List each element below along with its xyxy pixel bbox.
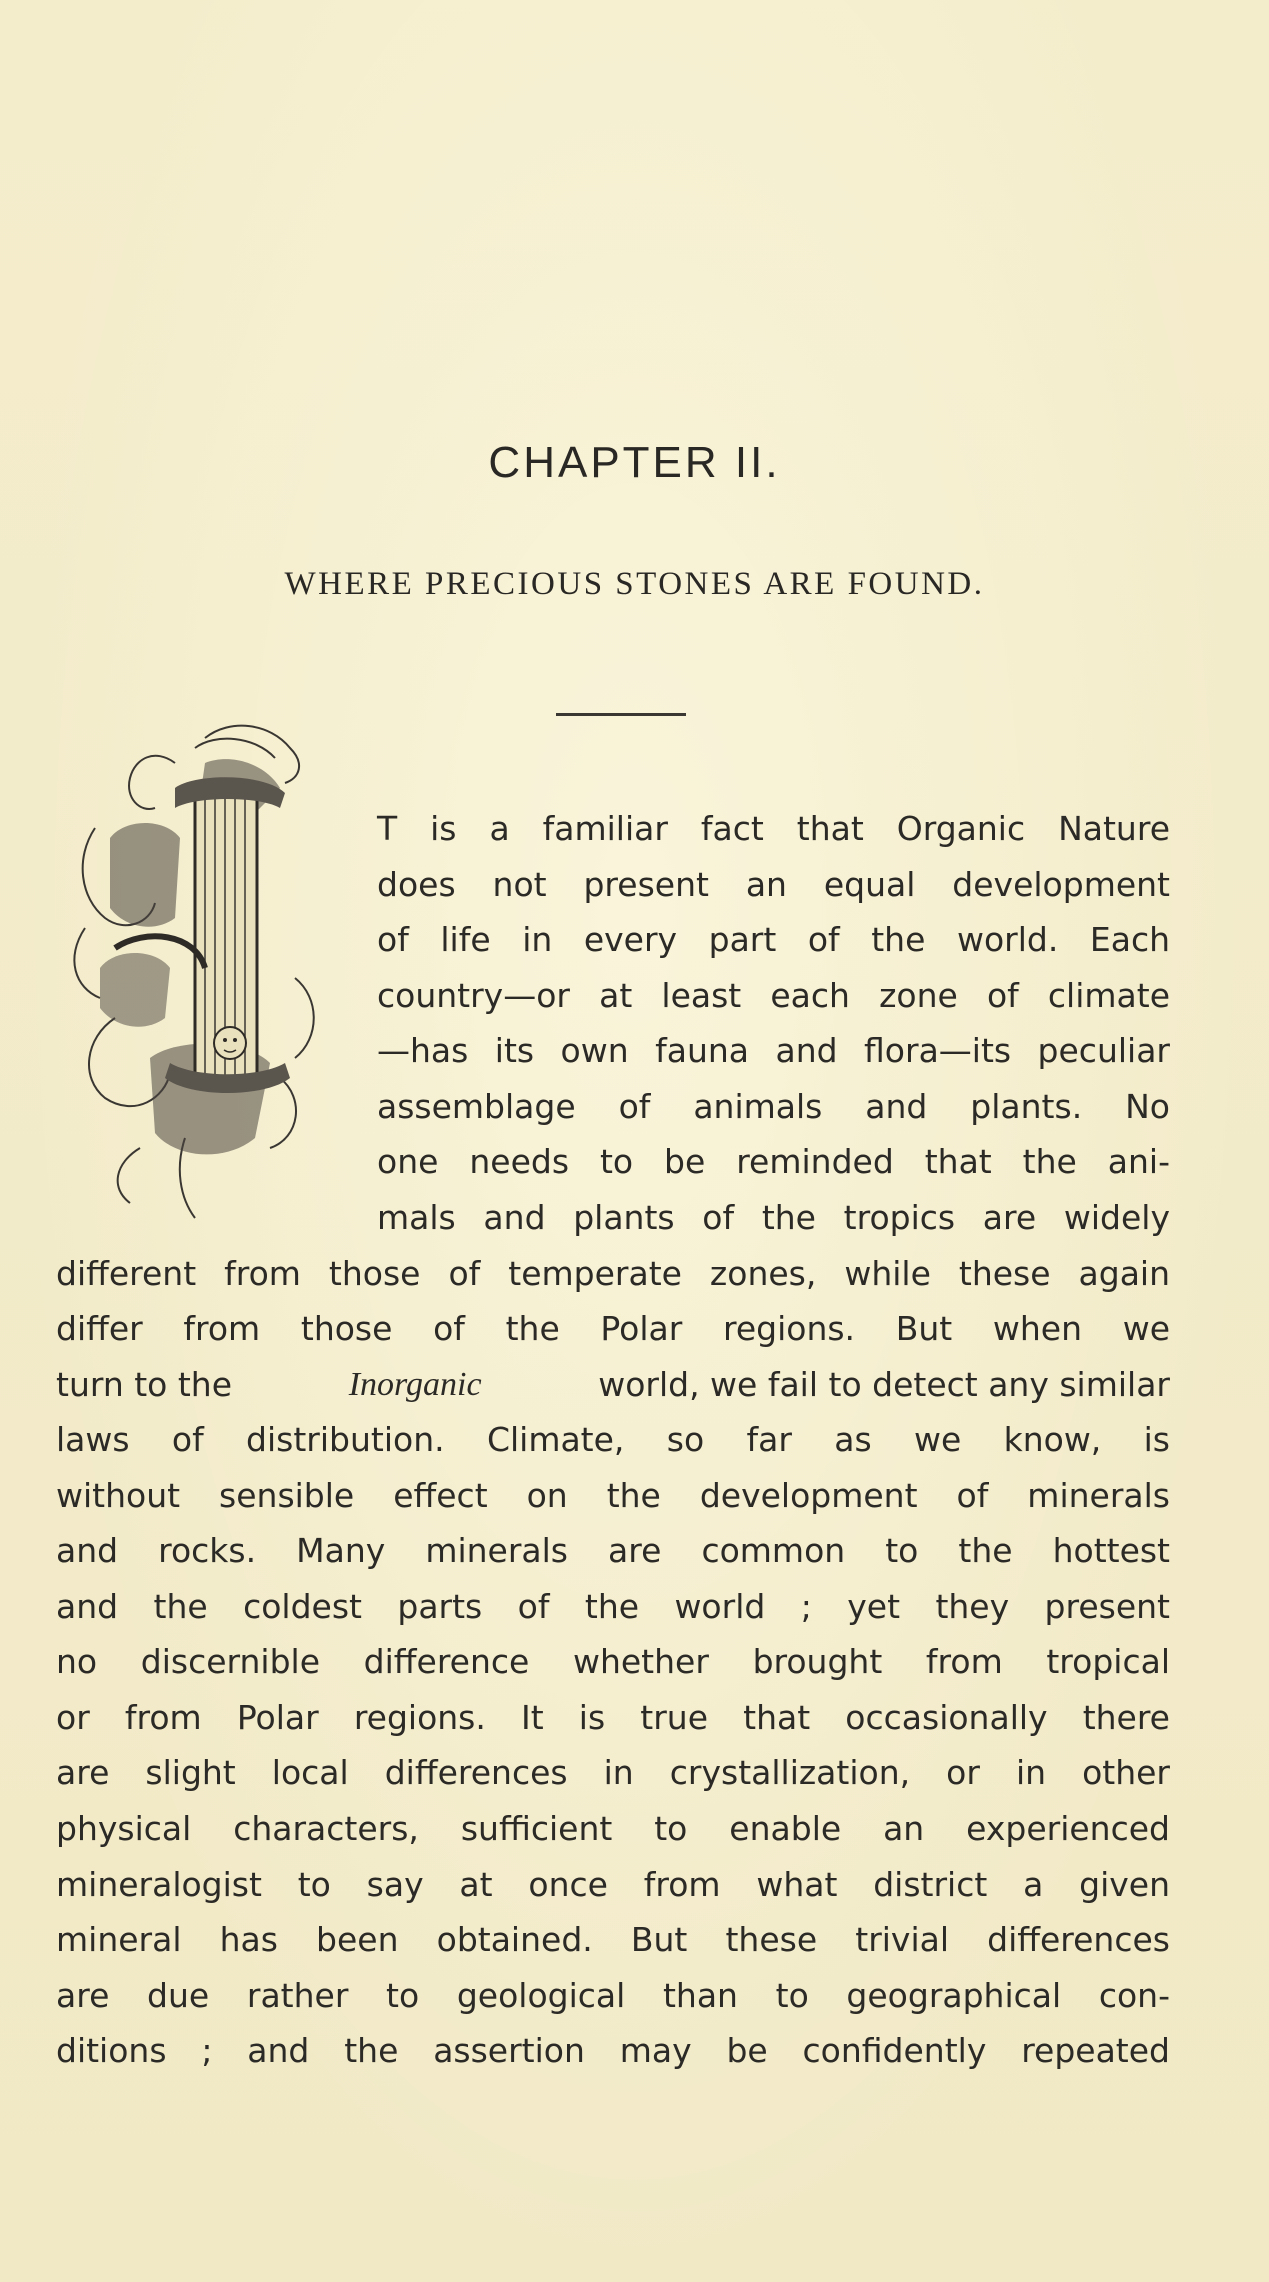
body-line: and the coldest parts of the world ; yet they present xyxy=(56,1587,1170,1626)
body-line: mals and plants of the tropics are widely xyxy=(377,1198,1170,1237)
emphasized-word: Inorganic xyxy=(348,1366,482,1403)
body-line: assemblage of animals and plants. No xyxy=(377,1087,1170,1126)
body-line: does not present an equal development xyxy=(377,865,1170,904)
body-text: turn to the xyxy=(56,1365,233,1404)
body-line: ditions ; and the assertion may be confidently repeated xyxy=(56,2031,1170,2070)
body-line: one needs to be reminded that the ani- xyxy=(377,1142,1170,1181)
body-line: and rocks. Many minerals are common to the hottest xyxy=(56,1531,1170,1570)
body-line: physical characters, sufficient to enable an experienced xyxy=(56,1809,1170,1848)
chapter-title: WHERE PRECIOUS STONES ARE FOUND. xyxy=(284,566,985,602)
body-line: or from Polar regions. It is true that occasionally there xyxy=(56,1698,1170,1737)
body-line: country—or at least each zone of climate xyxy=(377,976,1170,1015)
body-line: no discernible difference whether brought from tropical xyxy=(56,1642,1170,1681)
body-line: T is a familiar fact that Organic Nature xyxy=(377,809,1170,848)
body-line: are due rather to geological than to geographical con- xyxy=(56,1976,1170,2015)
body-line: mineral has been obtained. But these trivial differences xyxy=(56,1920,1170,1959)
body-line: of life in every part of the world. Each xyxy=(377,920,1170,959)
body-line: laws of distribution. Climate, so far as we know, is xyxy=(56,1420,1170,1459)
body-line: mineralogist to say at once from what district a given xyxy=(56,1865,1170,1904)
body-line: different from those of temperate zones, while these again xyxy=(56,1254,1170,1293)
body-line-with-emphasis xyxy=(56,1365,1170,1404)
title-divider xyxy=(556,713,686,716)
body-line: without sensible effect on the development of minerals xyxy=(56,1476,1170,1515)
body-line: are slight local differences in crystallization, or in other xyxy=(56,1753,1170,1792)
body-line: —has its own fauna and flora—its peculiar xyxy=(377,1031,1170,1070)
ornamental-drop-cap-icon xyxy=(55,718,345,1224)
body-text: world, we fail to detect any similar xyxy=(598,1365,1170,1404)
body-line: differ from those of the Polar regions. But when we xyxy=(56,1309,1170,1348)
chapter-number: CHAPTER II. xyxy=(488,438,781,487)
